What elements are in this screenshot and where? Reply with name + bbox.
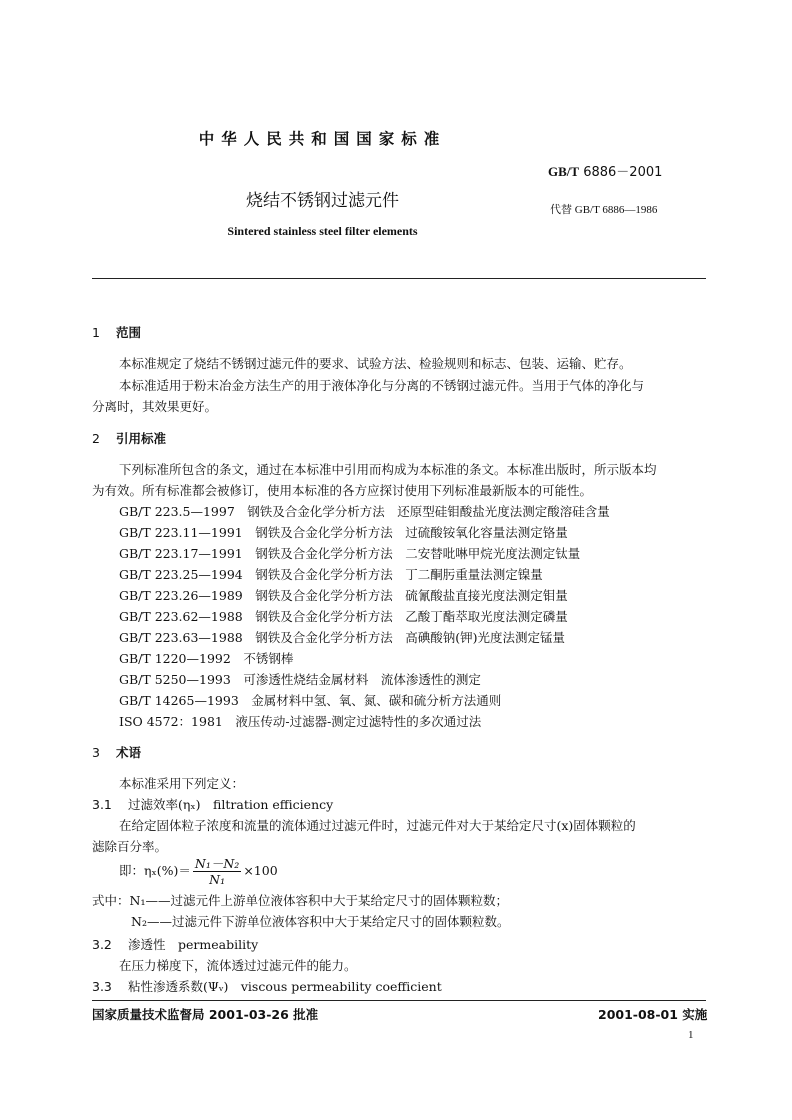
reference-item: GB/T 223.63—1988 钢铁及合金化学分析方法 高碘酸钠(钾)光度法测定锰量 bbox=[119, 630, 565, 645]
reference-item: GB/T 223.5—1997 钢铁及合金化学分析方法 还原型硅钼酸盐光度法测定酸溶硅含量 bbox=[119, 504, 610, 519]
term-3-1-definition: 在给定固体粒子浓度和流量的流体通过过滤元件时，过滤元件对大于某给定尺寸(x)固体颗粒的 bbox=[119, 818, 636, 833]
reference-item: GB/T 14265—1993 金属材料中氢、氧、氮、碳和硫分析方法通则 bbox=[119, 693, 502, 708]
reference-item: GB/T 223.17—1991 钢铁及合金化学分析方法 二安替吡啉甲烷光度法测定钛量 bbox=[119, 546, 581, 561]
formula-where-n2: N₂——过滤元件下游单位液体容积中大于某给定尺寸的固体颗粒数。 bbox=[131, 914, 510, 929]
formula-numerator: N₁－N₂ bbox=[194, 856, 240, 871]
section-1-heading: 1 范围 bbox=[92, 325, 142, 340]
footer-divider bbox=[92, 1000, 706, 1001]
section-3-heading: 3 术语 bbox=[92, 745, 142, 760]
reference-item: GB/T 223.62—1988 钢铁及合金化学分析方法 乙酸丁酯萃取光度法测定磷量 bbox=[119, 609, 568, 624]
section-1-paragraph-1: 本标准规定了烧结不锈钢过滤元件的要求、试验方法、检验规则和标志、包装、运输、贮存。 bbox=[119, 356, 632, 371]
reference-item: GB/T 5250—1993 可渗透性烧结金属材料 流体渗透性的测定 bbox=[119, 672, 481, 687]
document-title-english: Sintered stainless steel filter elements bbox=[227, 224, 418, 238]
section-2-heading: 2 引用标准 bbox=[92, 431, 167, 446]
section-2-intro: 下列标准所包含的条文，通过在本标准中引用而构成为本标准的条文。本标准出版时，所示版本均 bbox=[119, 462, 657, 477]
standard-code bbox=[548, 161, 662, 180]
term-3-1: 3.1 过滤效率(ηₓ) filtration efficiency bbox=[92, 797, 334, 812]
standard-code-number: 6886－2001 bbox=[579, 165, 663, 180]
formula-fraction bbox=[193, 856, 241, 887]
formula-suffix: ×100 bbox=[243, 863, 278, 878]
term-3-1-definition-cont: 滤除百分率。 bbox=[92, 839, 168, 854]
formula-prefix: 即：ηₓ(%)＝ bbox=[119, 863, 191, 878]
term-3-2: 3.2 渗透性 permeability bbox=[92, 937, 259, 952]
efficiency-formula bbox=[119, 856, 278, 886]
formula-where-n1: 式中：N₁——过滤元件上游单位液体容积中大于某给定尺寸的固体颗粒数； bbox=[92, 893, 508, 908]
reference-item: GB/T 1220—1992 不锈钢棒 bbox=[119, 651, 294, 666]
standard-title: 中华人民共和国国家标准 bbox=[198, 130, 447, 148]
term-3-3: 3.3 粘性渗透系数(Ψᵥ) viscous permeability coefficient bbox=[92, 979, 442, 994]
section-2-intro-cont: 为有效。所有标准都会被修订，使用本标准的各方应探讨使用下列标准最新版本的可能性。 bbox=[92, 483, 593, 498]
reference-item: GB/T 223.26—1989 钢铁及合金化学分析方法 硫氰酸盐直接光度法测定钼量 bbox=[119, 588, 568, 603]
replaces-standard: 代替 GB/T 6886—1986 bbox=[550, 204, 658, 216]
section-1-paragraph-2: 本标准适用于粉末冶金方法生产的用于液体净化与分离的不锈钢过滤元件。当用于气体的净化与 bbox=[119, 378, 645, 393]
section-3-intro: 本标准采用下列定义： bbox=[119, 776, 245, 791]
page-number: 1 bbox=[688, 1029, 694, 1041]
implementation-date: 2001-08-01 实施 bbox=[598, 1007, 708, 1022]
approval-statement: 国家质量技术监督局 2001-03-26 批准 bbox=[92, 1007, 319, 1022]
formula-denominator: N₁ bbox=[209, 872, 226, 887]
document-title-chinese: 烧结不锈钢过滤元件 bbox=[246, 191, 399, 211]
reference-item: GB/T 223.11—1991 钢铁及合金化学分析方法 过硫酸铵氧化容量法测定铬量 bbox=[119, 525, 568, 540]
standard-code-prefix: GB/T bbox=[548, 164, 580, 179]
reference-item: ISO 4572：1981 液压传动-过滤器-测定过滤特性的多次通过法 bbox=[119, 714, 482, 729]
section-1-paragraph-2-cont: 分离时，其效果更好。 bbox=[92, 399, 218, 414]
term-3-2-definition: 在压力梯度下，流体透过过滤元件的能力。 bbox=[119, 958, 357, 973]
header-divider bbox=[92, 278, 706, 279]
reference-item: GB/T 223.25—1994 钢铁及合金化学分析方法 丁二酮肟重量法测定镍量 bbox=[119, 567, 543, 582]
